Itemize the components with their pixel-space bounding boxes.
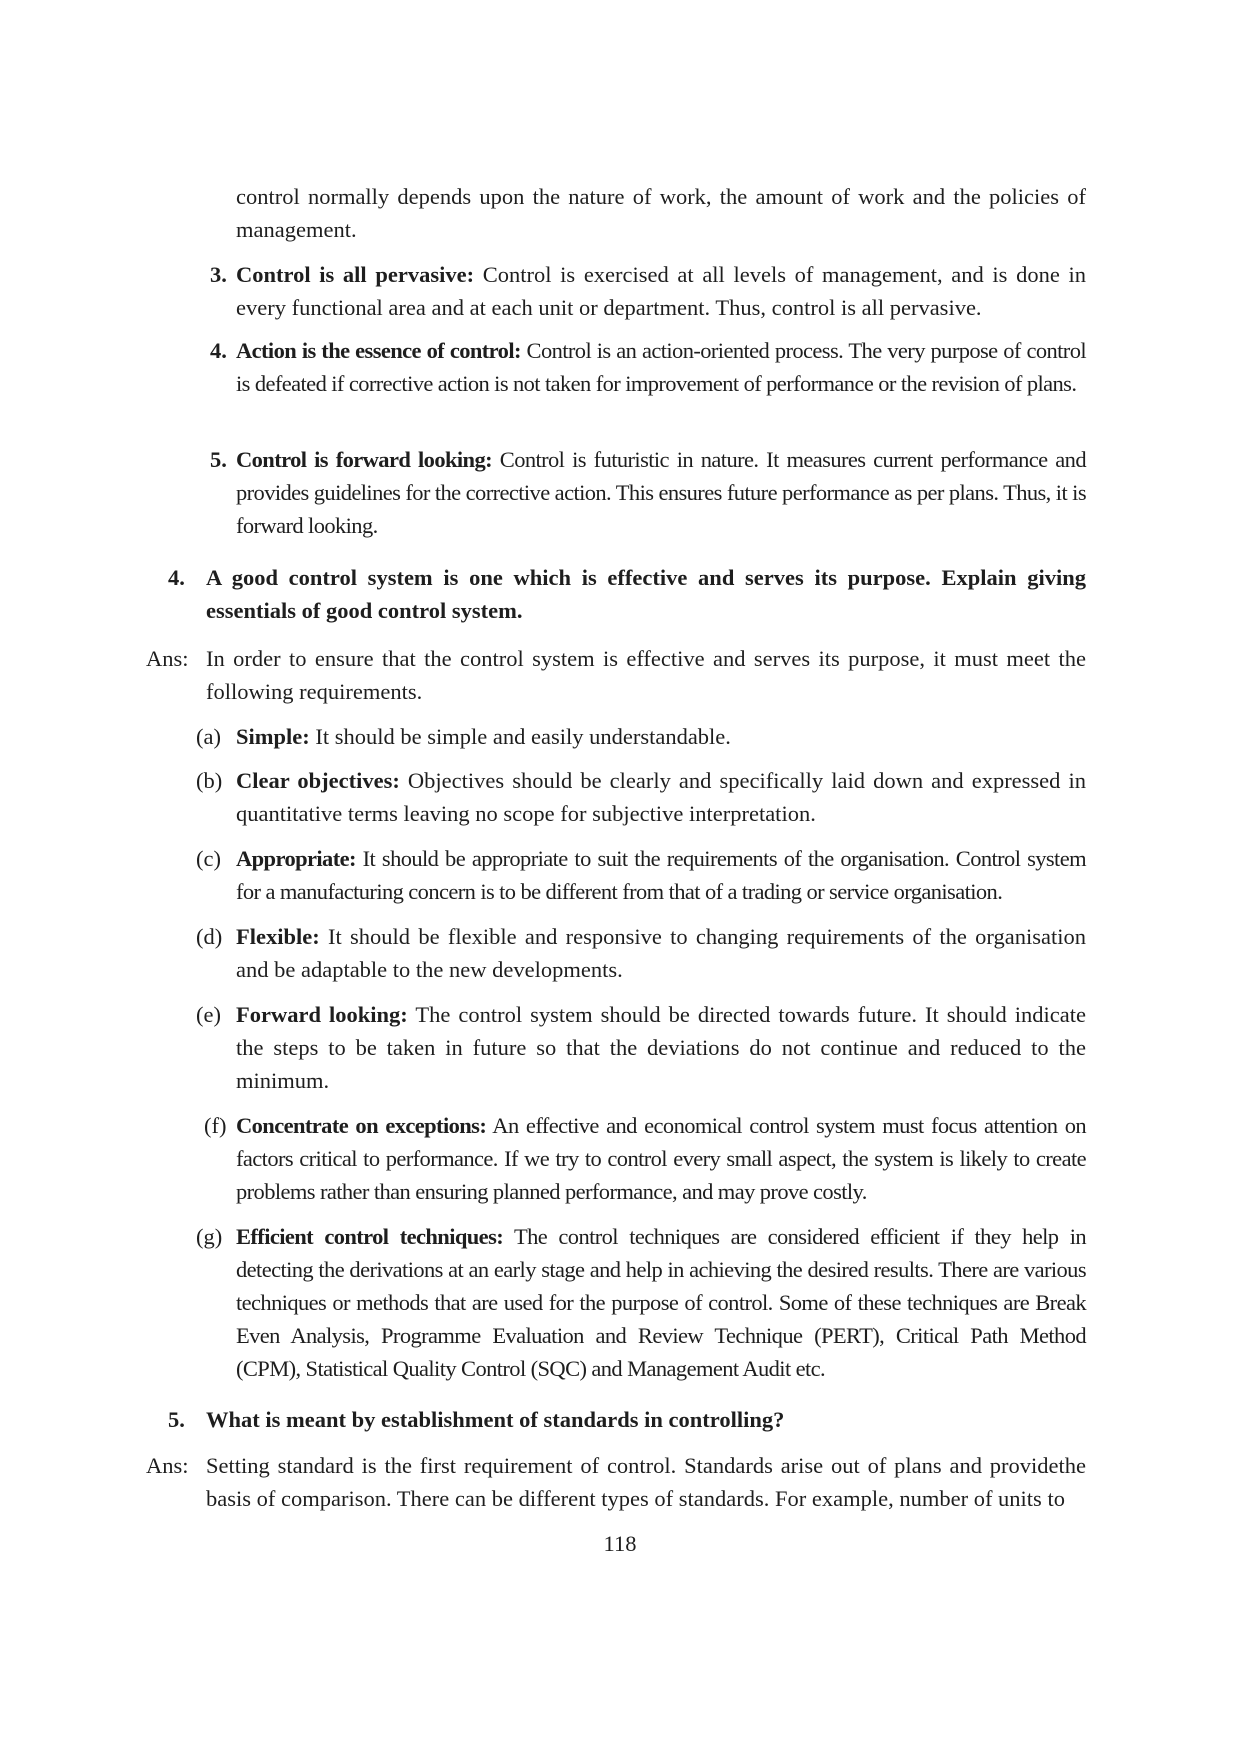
- requirement-body: It should be flexible and responsive to changing requirements of the organisation and be adaptable to the new developments.: [236, 924, 1086, 982]
- answer-5: [146, 1449, 1086, 1515]
- requirement-heading: Concentrate on exceptions:: [236, 1113, 487, 1138]
- requirement-text: [236, 1220, 1086, 1385]
- question-4: [168, 561, 1086, 627]
- point-heading: Action is the essence of control:: [236, 338, 521, 363]
- continuation-paragraph: control normally depends upon the nature of work, the amount of work and the policies of management.: [236, 184, 1086, 242]
- requirement-text: [236, 842, 1086, 908]
- question-number: 4.: [168, 565, 185, 590]
- point-number: 5.: [210, 447, 227, 472]
- point-body: Control is an action-oriented process. The very purpose of control is defeated if corrective action is not taken for improvement of performance or the revision of plans.: [236, 338, 1086, 396]
- requirement-heading: Simple:: [236, 724, 310, 749]
- answer-text: Setting standard is the first requirement of control. Standards arise out of plans and providethe basis of comparison. There can be different types of standards. For example, number of units to: [206, 1453, 1086, 1511]
- requirement-text: [236, 764, 1086, 830]
- answer-text: In order to ensure that the control system is effective and serves its purpose, it must meet the following requirements.: [206, 646, 1086, 704]
- question-number: 5.: [168, 1407, 185, 1432]
- question-text: What is meant by establishment of standards in controlling?: [206, 1407, 785, 1432]
- requirement-g: [196, 1220, 1086, 1385]
- requirement-letter: (f): [204, 1113, 227, 1138]
- requirement-letter: (e): [196, 1002, 221, 1027]
- requirement-heading: Appropriate:: [236, 846, 356, 871]
- question-text: A good control system is one which is effective and serves its purpose. Explain giving essentials of good control system.: [206, 565, 1086, 623]
- requirement-heading: Clear objectives:: [236, 768, 400, 793]
- point-3: [210, 258, 1086, 324]
- requirement-heading: Efficient control techniques:: [236, 1224, 504, 1249]
- answer-4: [146, 642, 1086, 708]
- point-number: 3.: [210, 262, 227, 287]
- point-body: Control is futuristic in nature. It measures current performance and provides guidelines for the corrective action. This ensures future performance as per plans. Thus, it is forward looking.: [236, 447, 1086, 538]
- point-heading: Control is forward looking:: [236, 447, 493, 472]
- requirement-body: It should be simple and easily understandable.: [309, 724, 731, 749]
- requirement-text: [236, 998, 1086, 1097]
- requirement-heading: Flexible:: [236, 924, 320, 949]
- requirement-body: An effective and economical control system must focus attention on factors critical to performance. If we try to control every small aspect, the system is likely to create problems rather than ensuring planned performance, and may prove costly.: [236, 1113, 1086, 1204]
- requirement-text: [236, 920, 1086, 986]
- requirement-b: [196, 764, 1086, 830]
- requirement-text: [236, 1109, 1086, 1208]
- requirement-text: [236, 720, 1086, 753]
- requirement-letter: (c): [196, 846, 221, 871]
- requirement-body: Objectives should be clearly and specifically laid down and expressed in quantitative terms leaving no scope for subjective interpretation.: [236, 768, 1086, 826]
- requirement-d: [196, 920, 1086, 986]
- requirement-body: The control system should be directed towards future. It should indicate the steps to be taken in future so that the deviations do not continue and reduced to the minimum.: [236, 1002, 1086, 1093]
- point-4: [210, 334, 1086, 400]
- point-5: [210, 443, 1086, 542]
- requirement-e: [196, 998, 1086, 1097]
- requirement-letter: (b): [196, 768, 223, 793]
- requirement-letter: (a): [196, 724, 221, 749]
- requirement-heading: Forward looking:: [236, 1002, 408, 1027]
- point-number: 4.: [210, 338, 227, 363]
- page-number: 118: [603, 1531, 637, 1556]
- point-text: [236, 443, 1086, 542]
- point-body: Control is exercised at all levels of management, and is done in every functional area and at each unit or department. Thus, control is all pervasive.: [236, 262, 1086, 320]
- requirement-body: It should be appropriate to suit the requirements of the organisation. Control system for a manufacturing concern is to be different from that of a trading or service organisation.: [236, 846, 1086, 904]
- requirement-a: [196, 720, 1086, 753]
- point-heading: Control is all pervasive:: [236, 262, 475, 287]
- requirement-c: [196, 842, 1086, 908]
- answer-label: Ans:: [146, 1453, 189, 1478]
- requirement-letter: (d): [196, 924, 223, 949]
- point-text: [236, 334, 1086, 400]
- point-text: [236, 258, 1086, 324]
- requirement-letter: (g): [196, 1224, 223, 1249]
- answer-label: Ans:: [146, 646, 189, 671]
- question-5: [168, 1403, 1086, 1436]
- requirement-f: [196, 1109, 1086, 1208]
- requirement-body: The control techniques are considered efficient if they help in detecting the derivations at an early stage and help in achieving the desired results. There are various techniques or methods that are used for the purpose of control. Some of these techniques are Break Even Analysis, Programme Evaluation and Review Technique (PERT), Critical Path Method (CPM), Statistical Quality Control (SQC) and Management Audit etc.: [236, 1224, 1086, 1381]
